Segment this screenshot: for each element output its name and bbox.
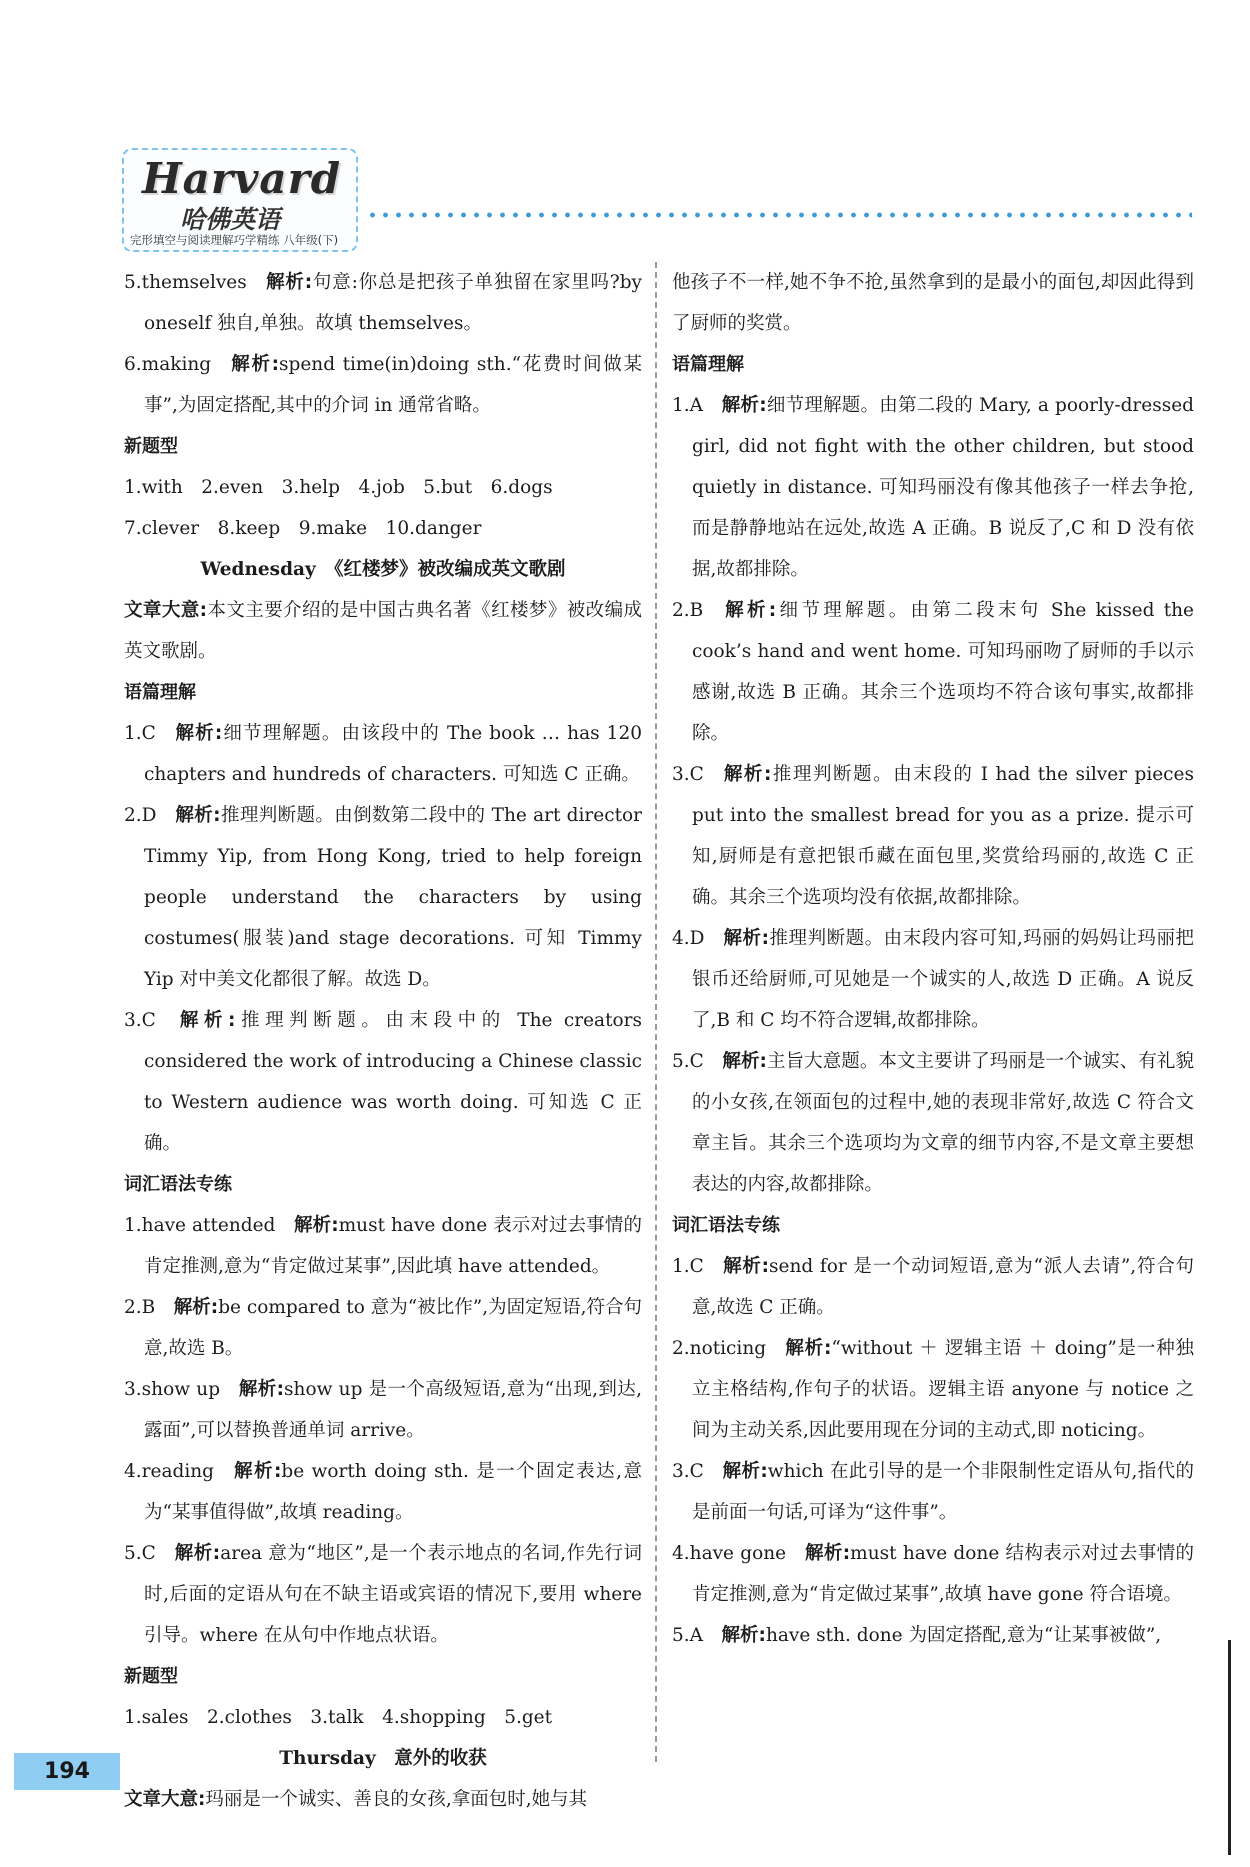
item-answer: C [689, 1461, 704, 1482]
explanation-label: 解析: [721, 600, 777, 621]
answer-item [672, 918, 1194, 1041]
explanation-text: 细节理解题。由第二段末句 She kissed the cook’s hand and went home. 可知玛丽吻了厨师的手以示感谢,故选 B 正确。其余三个选项均不符合该句事实,故都排除。 [692, 600, 1194, 744]
explanation-text: be worth doing sth. 是一个固定表达,意为“某事值得做”,故填 reading。 [144, 1461, 642, 1523]
text-line: 1.sales 2.clothes 3.talk 4.shopping 5.get [124, 1707, 553, 1728]
explanation-label: 解析: [784, 1338, 832, 1359]
answer-item [672, 1451, 1194, 1533]
item-answer: C [141, 723, 156, 744]
logo-english: Harvard [142, 154, 342, 203]
item-number: 1. [672, 1256, 690, 1277]
answer-item [672, 385, 1194, 590]
explanation-label: 解析: [721, 395, 767, 416]
section-heading: 语篇理解 [672, 354, 744, 375]
answer-item [124, 1000, 642, 1164]
item-answer: C [141, 1543, 156, 1564]
item-number: 5. [124, 272, 142, 293]
item-number: 2. [672, 1338, 690, 1359]
answer-item [672, 1246, 1194, 1328]
explanation-text: 细节理解题。由该段中的 The book … has 120 chapters and hundreds of characters. 可知选 C 正确。 [144, 723, 642, 785]
explanation-label: 解析: [174, 1543, 221, 1564]
text-line: 7.clever 8.keep 9.make 10.danger [124, 518, 482, 539]
summary-label: 文章大意: [124, 1789, 206, 1810]
explanation-label: 解析: [722, 1256, 770, 1277]
section-heading: 新题型 [124, 1666, 178, 1687]
item-answer: have gone [689, 1543, 787, 1564]
item-number: 3. [124, 1010, 142, 1031]
item-answer: have attended [141, 1215, 276, 1236]
explanation-label: 解析: [722, 1051, 767, 1072]
left-column [124, 262, 642, 1820]
explanation-label: 解析: [265, 272, 313, 293]
item-number: 1. [672, 395, 690, 416]
explanation-label: 解析: [232, 1461, 282, 1482]
passage-summary [124, 590, 642, 672]
answer-item [124, 1451, 642, 1533]
section-heading: 语篇理解 [124, 682, 196, 703]
explanation-text: spend time(in)doing sth.“花费时间做某事”,为固定搭配,其中的介词 in 通常省略。 [144, 354, 642, 416]
answer-item [672, 590, 1194, 754]
header-dotted-line [366, 212, 1192, 218]
explanation-text: send for 是一个动词短语,意为“派人去请”,符合句意,故选 C 正确。 [692, 1256, 1195, 1318]
explanation-label: 解析: [293, 1215, 339, 1236]
item-number: 4. [124, 1461, 142, 1482]
answer-item [672, 1041, 1194, 1205]
answer-item [124, 1287, 642, 1369]
item-answer: B [689, 600, 704, 621]
explanation-text: 主旨大意题。本文主要讲了玛丽是一个诚实、有礼貌的小女孩,在领面包的过程中,她的表现非常好,故选 C 符合文章主旨。其余三个选项均为文章的细节内容,不是文章主要想表达的内容,故都排除。 [692, 1051, 1194, 1195]
explanation-label: 解析: [238, 1379, 285, 1400]
explanation-text: 细节理解题。由第二段的 Mary, a poorly-dressed girl, did not fight with the other children, but stood quietly in distance. 可知玛丽没有像其他孩子一样去争抢,而是静静地站在远处,故选 A 正确。B 说反了,C 和 D 没有依据,故都排除。 [692, 395, 1195, 580]
item-number: 1. [124, 723, 142, 744]
answer-item [124, 1533, 642, 1656]
explanation-text: have sth. done 为固定搭配,意为“让某事被做”, [765, 1625, 1162, 1646]
section-heading: 词汇语法专练 [672, 1215, 780, 1236]
answer-item [124, 713, 642, 795]
explanation-label: 解析: [722, 1461, 768, 1482]
right-column [672, 262, 1194, 1656]
explanation-text: 推理判断题。由末段中的 The creators considered the work of introducing a Chinese classic to Western audience was worth doing. 可知选 C 正确。 [144, 1010, 642, 1154]
item-number: 2. [672, 600, 690, 621]
explanation-text: area 意为“地区”,是一个表示地点的名词,作先行词时,后面的定语从句在不缺主语或宾语的情况下,要用 where 引导。where 在从句中作地点状语。 [144, 1543, 642, 1646]
answer-item [672, 1533, 1194, 1615]
item-answer: A [689, 395, 704, 416]
text-line: 他孩子不一样,她不争不抢,虽然拿到的是最小的面包,却因此得到了厨师的奖赏。 [672, 272, 1194, 334]
explanation-label: 解析: [174, 1010, 236, 1031]
answer-item [124, 344, 642, 426]
item-number: 3. [672, 764, 690, 785]
item-answer: D [689, 928, 705, 949]
answer-item [124, 1205, 642, 1287]
answer-item [672, 1615, 1194, 1656]
explanation-text: 推理判断题。由末段内容可知,玛丽的妈妈让玛丽把银币还给厨师,可见她是一个诚实的人,故选 D 正确。A 说反了,B 和 C 均不符合逻辑,故都排除。 [692, 928, 1194, 1031]
item-answer: C [141, 1010, 156, 1031]
explanation-text: 推理判断题。由倒数第二段中的 The art director Timmy Yip, from Hong Kong, tried to help foreign people understand the characters by using costumes(服装)and stage decorations. 可知 Timmy Yip 对中美文化都很了解。故选 D。 [144, 805, 642, 990]
explanation-label: 解析: [174, 723, 223, 744]
item-answer: noticing [689, 1338, 767, 1359]
explanation-text: be compared to 意为“被比作”,为固定短语,符合句意,故选 B。 [144, 1297, 642, 1359]
section-heading: 新题型 [124, 436, 178, 457]
explanation-label: 解析: [804, 1543, 851, 1564]
item-answer: B [141, 1297, 156, 1318]
header [122, 148, 358, 252]
explanation-text: 句意:你总是把孩子单独留在家里吗?by oneself 独自,单独。故填 themselves。 [144, 272, 642, 334]
item-answer: A [689, 1625, 704, 1646]
item-number: 2. [124, 805, 142, 826]
explanation-text: show up 是一个高级短语,意为“出现,到达,露面”,可以替换普通单词 arrive。 [144, 1379, 642, 1441]
answer-item [672, 1328, 1194, 1451]
item-answer: D [141, 805, 157, 826]
passage-title: Wednesday 《红楼梦》被改编成英文歌剧 [200, 559, 566, 580]
column-divider [655, 262, 657, 1762]
explanation-label: 解析: [175, 805, 221, 826]
item-answer: C [689, 764, 704, 785]
item-number: 3. [672, 1461, 690, 1482]
page-edge-line [1228, 1640, 1231, 1855]
item-number: 5. [672, 1625, 690, 1646]
explanation-label: 解析: [229, 354, 279, 375]
logo-box [122, 148, 358, 252]
explanation-text: “without ＋ 逻辑主语 ＋ doing”是一种独立主格结构,作句子的状语。逻辑主语 anyone 与 notice 之间为主动关系,因此要用现在分词的主动式,即 noticing。 [692, 1338, 1194, 1441]
item-answer: C [689, 1051, 704, 1072]
explanation-text: which 在此引导的是一个非限制性定语从句,指代的是前面一句话,可译为“这件事”。 [692, 1461, 1194, 1523]
answer-item [124, 795, 642, 1000]
item-number: 1. [124, 1215, 142, 1236]
answer-item [124, 262, 642, 344]
explanation-text: must have done 表示对过去事情的肯定推测,意为“肯定做过某事”,因此填 have attended。 [144, 1215, 642, 1277]
explanation-label: 解析: [722, 764, 772, 785]
item-number: 4. [672, 1543, 690, 1564]
book-subtitle: 完形填空与阅读理解巧学精练 八年级(下) [130, 233, 339, 247]
page-number: 194 [14, 1753, 120, 1790]
item-number: 5. [124, 1543, 142, 1564]
summary-text: 玛丽是一个诚实、善良的女孩,拿面包时,她与其 [205, 1789, 588, 1810]
passage-title: Thursday 意外的收获 [279, 1748, 487, 1769]
item-answer: reading [141, 1461, 214, 1482]
logo-chinese: 哈佛英语 [180, 205, 281, 234]
explanation-label: 解析: [173, 1297, 219, 1318]
explanation-text: must have done 结构表示对过去事情的肯定推测,意为“肯定做过某事”,故填 have gone 符合语境。 [692, 1543, 1194, 1605]
text-line: 1.with 2.even 3.help 4.job 5.but 6.dogs [124, 477, 553, 498]
item-number: 4. [672, 928, 690, 949]
item-answer: making [141, 354, 212, 375]
answer-item [124, 1369, 642, 1451]
explanation-label: 解析: [721, 1625, 766, 1646]
item-answer: show up [141, 1379, 221, 1400]
item-number: 6. [124, 354, 142, 375]
answer-item [672, 754, 1194, 918]
item-number: 5. [672, 1051, 690, 1072]
item-number: 2. [124, 1297, 142, 1318]
item-number: 3. [124, 1379, 142, 1400]
summary-text: 本文主要介绍的是中国古典名著《红楼梦》被改编成英文歌剧。 [124, 600, 642, 662]
section-heading: 词汇语法专练 [124, 1174, 232, 1195]
explanation-text: 推理判断题。由末段的 I had the silver pieces put into the smallest bread for you as a prize. 提示可知,厨师是有意把银币藏在面包里,奖赏给玛丽的,故选 C 正确。其余三个选项均没有依据,故都排除。 [692, 764, 1194, 908]
passage-summary [124, 1779, 642, 1820]
explanation-label: 解析: [723, 928, 769, 949]
summary-label: 文章大意: [124, 600, 208, 621]
item-answer: C [689, 1256, 704, 1277]
item-answer: themselves [141, 272, 247, 293]
